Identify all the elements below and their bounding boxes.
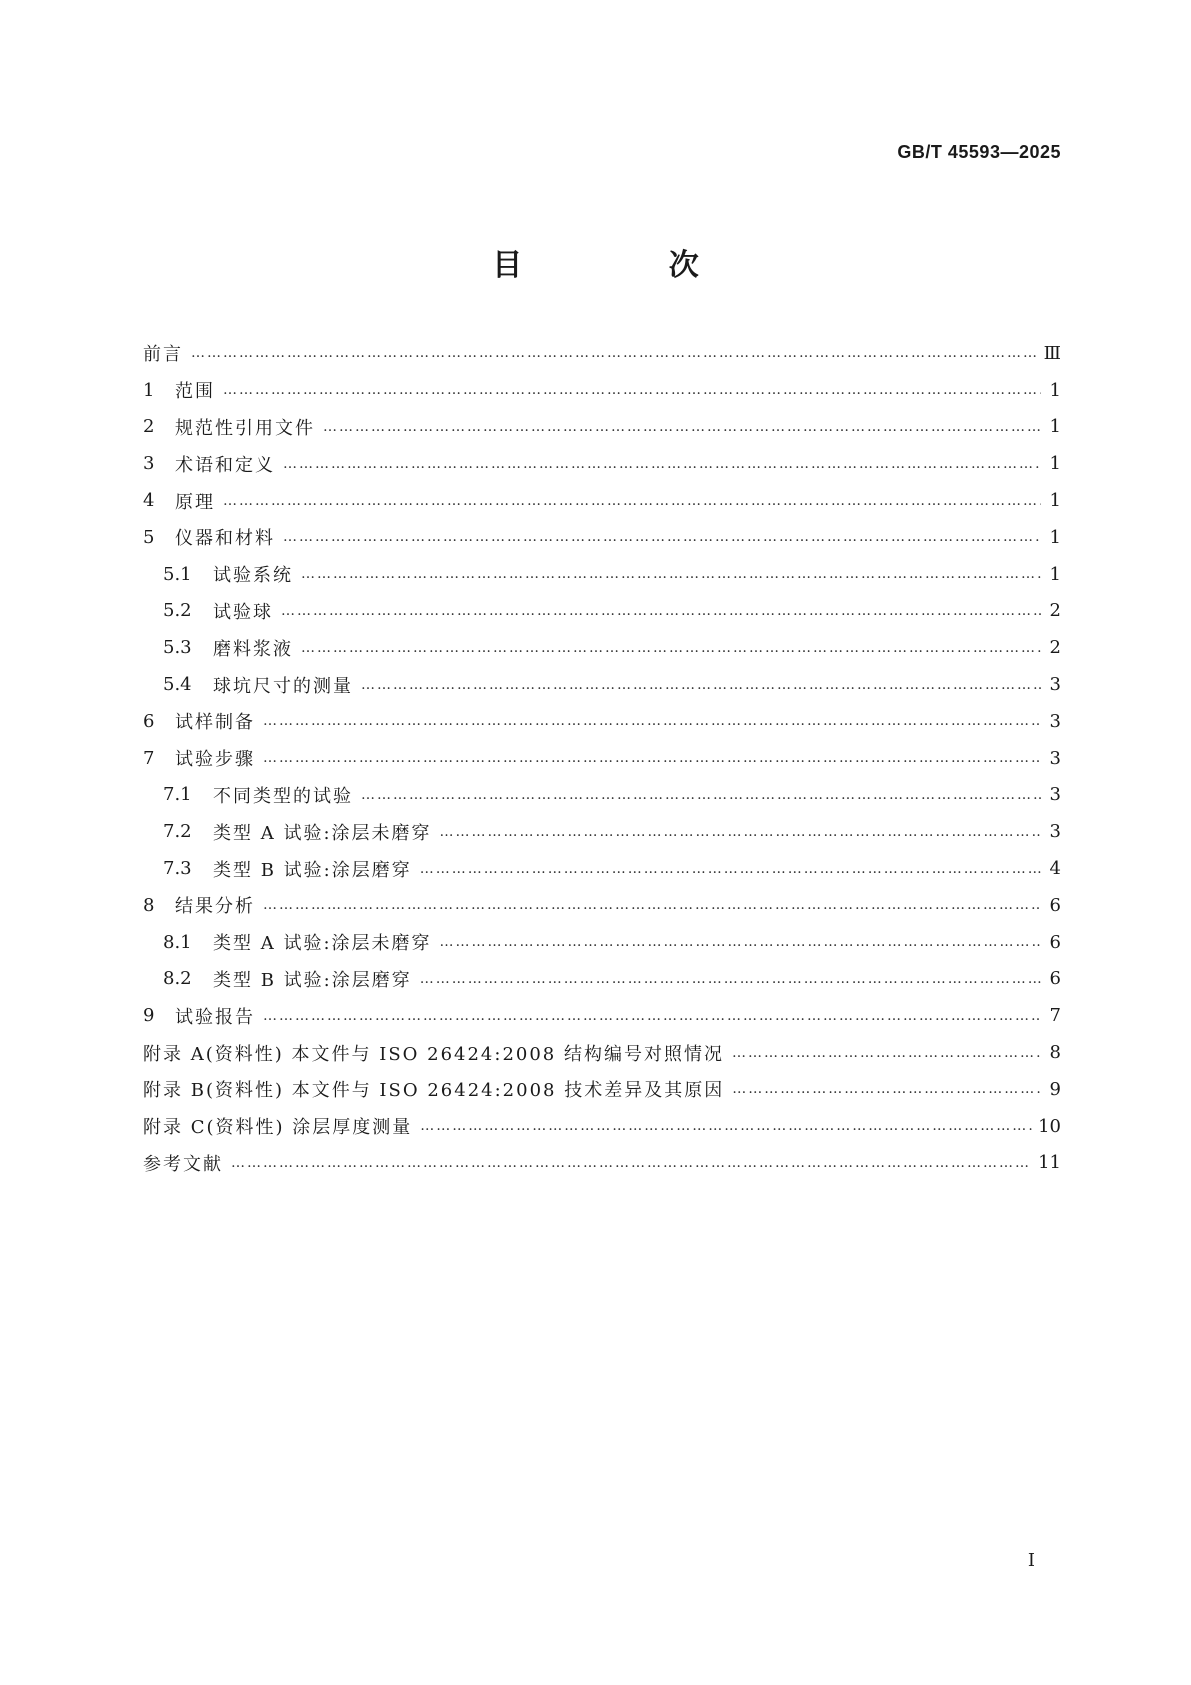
toc-entry-number: 1 [143,379,155,401]
toc-entry-title: 类型 B 试验:涂层磨穿 [213,859,412,881]
toc-entry[interactable] [143,372,1061,409]
toc-entry-title: 试样制备 [175,712,255,734]
toc-entry-title: 范围 [175,381,215,403]
dot-leader [263,897,1041,913]
toc-entry-number: 5 [143,526,155,548]
toc-entry-title: 类型 A 试验:涂层未磨穿 [213,933,432,955]
table-of-contents [143,335,1061,1181]
toc-entry[interactable] [143,777,1061,814]
toc-entry-page: 1 [1049,563,1061,585]
toc-entry-title: 试验步骤 [175,749,255,771]
toc-entry-title: 球坑尺寸的测量 [213,675,353,697]
toc-entry-number: 8.1 [163,931,192,953]
toc-entry[interactable] [143,1034,1061,1071]
dot-leader [223,382,1041,398]
toc-entry-page: 3 [1049,710,1061,732]
dot-leader [301,640,1041,656]
page-title: 目 次 [492,248,767,283]
toc-entry[interactable] [143,961,1061,998]
toc-entry-number: 6 [143,710,155,732]
toc-entry[interactable] [143,740,1061,777]
toc-entry-number: 5.3 [163,637,192,659]
toc-entry-page: 3 [1049,747,1061,769]
dot-leader [420,1118,1032,1134]
toc-entry[interactable] [143,335,1061,372]
toc-entry-title: 试验报告 [175,1006,255,1028]
dot-leader [231,1155,1032,1171]
dot-leader [440,934,1041,950]
toc-entry-number: 2 [143,416,155,438]
dot-leader [732,1045,1041,1061]
dot-leader [361,787,1041,803]
toc-entry-number: 7.1 [163,784,192,806]
dot-leader [191,345,1038,361]
toc-entry-page: 4 [1049,858,1061,880]
toc-entry[interactable] [143,409,1061,446]
dot-leader [440,824,1041,840]
toc-entry-title: 类型 A 试验:涂层未磨穿 [213,822,432,844]
toc-entry-page: 11 [1038,1152,1061,1174]
toc-entry-page: 3 [1049,784,1061,806]
toc-entry[interactable] [143,924,1061,961]
dot-leader [263,1008,1041,1024]
toc-entry[interactable] [143,1108,1061,1145]
toc-entry[interactable] [143,519,1061,556]
dot-leader [283,529,1041,545]
toc-entry-page: 6 [1049,968,1061,990]
toc-entry[interactable] [143,556,1061,593]
toc-entry-number: 5.1 [163,563,192,585]
toc-entry-title: 类型 B 试验:涂层磨穿 [213,969,412,991]
toc-entry-title: 规范性引用文件 [175,417,315,439]
standard-code: GB/T 45593—2025 [897,142,1061,162]
toc-entry-page: 2 [1049,600,1061,622]
toc-entry-page: 6 [1049,894,1061,916]
toc-entry[interactable] [143,482,1061,519]
toc-entry-title: 仪器和材料 [175,528,275,550]
toc-entry-title: 原理 [175,491,215,513]
toc-entry-title: 结果分析 [175,896,255,918]
toc-entry-number: 5.4 [163,674,192,696]
dot-leader [263,713,1041,729]
toc-entry[interactable] [143,1071,1061,1108]
toc-entry[interactable] [143,997,1061,1034]
dot-leader [223,493,1041,509]
toc-entry-page: Ⅲ [1043,342,1061,364]
toc-entry-page: 8 [1049,1042,1061,1064]
toc-entry-number: 7.2 [163,821,192,843]
toc-entry-number: 8 [143,894,155,916]
dot-leader [263,750,1041,766]
toc-entry-number: 4 [143,490,155,512]
toc-entry[interactable] [143,445,1061,482]
dot-leader [361,677,1041,693]
dot-leader [420,861,1041,877]
dot-leader [301,566,1041,582]
toc-entry-title: 试验球 [213,601,273,623]
toc-entry[interactable] [143,1145,1061,1182]
toc-entry-page: 3 [1049,821,1061,843]
toc-entry-page: 1 [1049,379,1061,401]
toc-entry-title: 附录 A(资料性) 本文件与 ISO 26424:2008 结构编号对照情况 [143,1043,724,1065]
toc-entry-title: 不同类型的试验 [213,785,353,807]
toc-entry-page: 9 [1049,1078,1061,1100]
dot-leader [281,603,1041,619]
toc-entry-number: 7.3 [163,858,192,880]
toc-entry[interactable] [143,813,1061,850]
toc-entry-number: 5.2 [163,600,192,622]
toc-entry[interactable] [143,703,1061,740]
toc-entry[interactable] [143,850,1061,887]
toc-entry-page: 3 [1049,674,1061,696]
toc-entry-page: 6 [1049,931,1061,953]
toc-entry[interactable] [143,629,1061,666]
toc-entry-number: 9 [143,1005,155,1027]
page-number: I [1027,1550,1035,1571]
toc-entry-page: 7 [1049,1005,1061,1027]
dot-leader [732,1081,1041,1097]
toc-entry-number: 8.2 [163,968,192,990]
toc-entry-title: 前言 [143,344,183,366]
toc-entry-title: 附录 C(资料性) 涂层厚度测量 [143,1117,413,1139]
toc-entry-page: 1 [1049,526,1061,548]
toc-entry-page: 10 [1038,1115,1061,1137]
dot-leader [420,971,1041,987]
toc-entry-title: 术语和定义 [175,454,275,476]
toc-entry-page: 2 [1049,637,1061,659]
toc-entry-page: 1 [1049,416,1061,438]
toc-entry-page: 1 [1049,490,1061,512]
toc-entry-number: 7 [143,747,155,769]
toc-entry[interactable] [143,887,1061,924]
toc-entry-title: 磨料浆液 [213,638,293,660]
dot-leader [323,419,1041,435]
toc-entry-title: 附录 B(资料性) 本文件与 ISO 26424:2008 技术差异及其原因 [143,1080,725,1102]
toc-entry-title: 参考文献 [143,1153,223,1175]
toc-entry-page: 1 [1049,453,1061,475]
dot-leader [283,456,1041,472]
toc-entry[interactable] [143,666,1061,703]
toc-entry-number: 3 [143,453,155,475]
toc-entry-title: 试验系统 [213,565,293,587]
toc-entry[interactable] [143,593,1061,630]
